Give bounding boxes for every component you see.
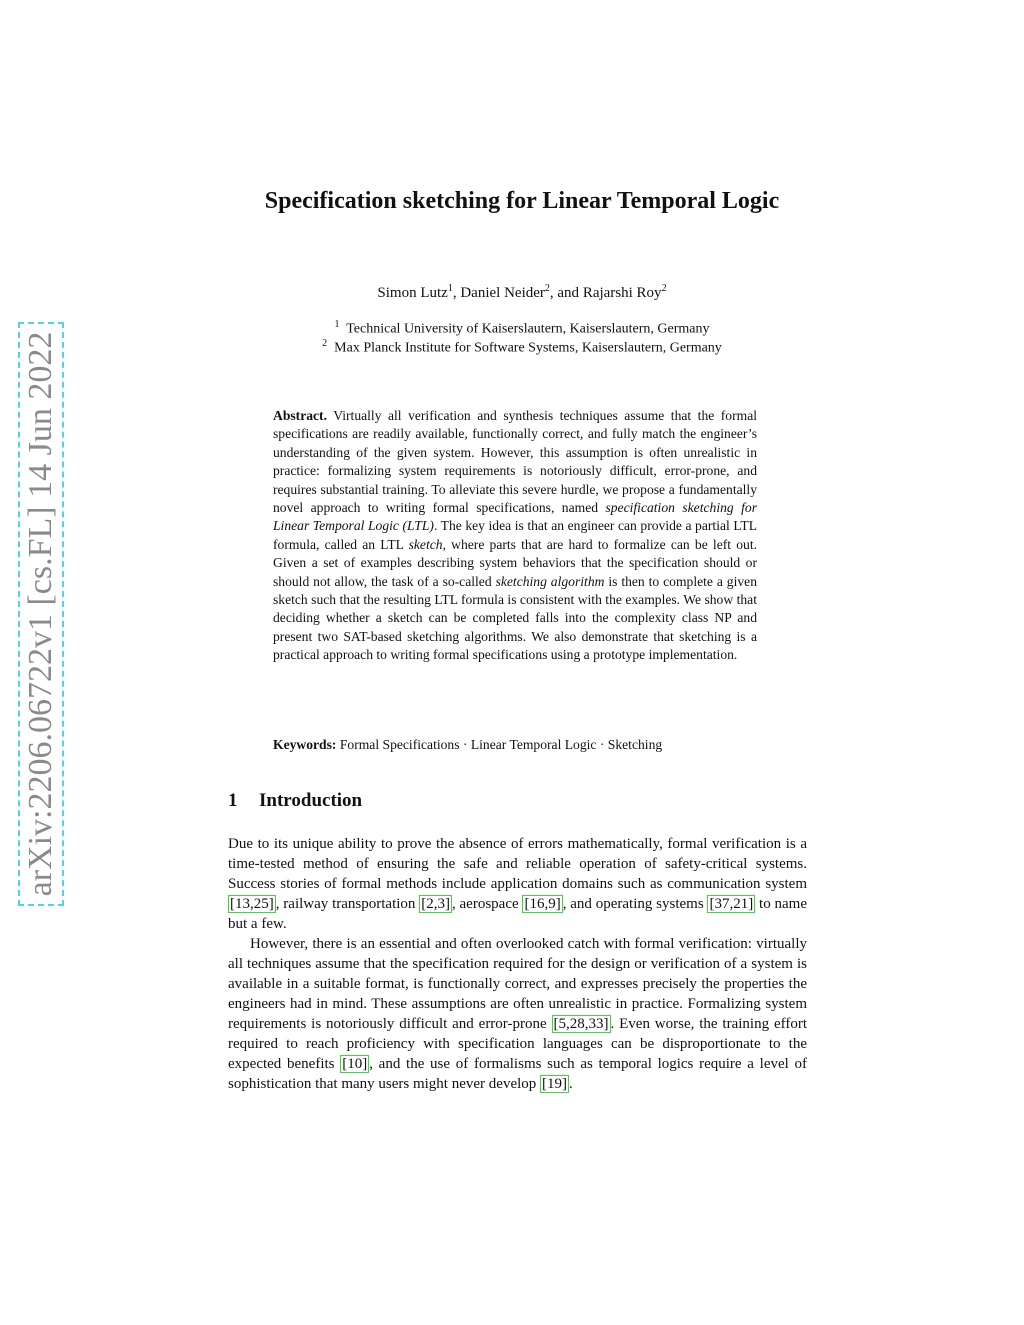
citation-link[interactable]: [5,28,33] xyxy=(553,1016,609,1032)
keywords xyxy=(273,737,757,753)
paragraph-text: . Even worse, the training effort required to reach proficiency with specification languages can be disproportionate to the expected benefits xyxy=(228,1016,807,1072)
paragraph-text: However, there is an essential and often overlooked catch with formal verification: virtually all techniques assume that the specification required for the design or verification of a system is available in a suitable format, is functionally correct, and expresses precisely the properties the engineers had in mind. These assumptions are often unrealistic in practice. Formalizing system requirements is notoriously difficult and error-prone xyxy=(228,936,807,1032)
paragraph-text: to name but a few. xyxy=(228,896,807,932)
author-affiliation-mark: 1 xyxy=(447,283,453,294)
citation-link[interactable]: [37,21] xyxy=(709,896,754,912)
paragraph-text: . xyxy=(569,1076,573,1092)
section-number: 1 xyxy=(228,790,238,811)
section-title: Introduction xyxy=(259,790,363,811)
abstract-text: is then to complete a given sketch such that the resulting LTL formula is consistent with the examples. We show that deciding whether a sketch can be completed falls into the complexity class NP and present two SAT-based sketching algorithms. We also demonstrate that sketching is a practical approach to writing formal specifications using a prototype implementation. xyxy=(273,573,757,663)
affiliation-text: Technical University of Kaiserslautern, Kaiserslautern, Germany xyxy=(346,321,710,337)
affiliation-text: Max Planck Institute for Software Systems, Kaiserslautern, Germany xyxy=(334,340,722,356)
abstract xyxy=(273,407,757,665)
author-list: Simon Lutz$^1$, Daniel Neider$^2$, and Rajarshi Roy$^2$ xyxy=(377,283,667,301)
citation-link[interactable]: [2,3] xyxy=(421,896,450,912)
paragraph-text: , and operating systems xyxy=(562,896,708,912)
author-name: Simon Lutz xyxy=(377,285,448,301)
affiliation-number: 1 xyxy=(334,319,340,330)
introduction-body xyxy=(228,834,807,1094)
abstract-emphasis: sketch xyxy=(408,536,443,552)
paragraph-text: , and the use of formalisms such as temporal logics require a level of sophistication that many users might never develop xyxy=(228,1056,807,1092)
paragraph xyxy=(228,834,807,934)
author-affiliation-mark: 2 xyxy=(661,283,667,294)
section-heading xyxy=(228,790,362,812)
paragraph xyxy=(228,934,807,1094)
author-affiliation-mark: 2 xyxy=(544,283,550,294)
affiliation xyxy=(228,338,816,357)
citation-link[interactable]: [13,25] xyxy=(230,896,274,912)
paper-title: Specification sketching for Linear Temporal Logic xyxy=(264,188,780,214)
abstract-emphasis: sketching algorithm xyxy=(495,573,605,589)
abstract-text: Virtually all verification and synthesis techniques assume that the formal specifications are readily available, functionally correct, and fully match the engineer’s understanding of the given system. However, this assumption is often unrealistic in practice: formalizing system requirements is notoriously difficult, error-prone, and requires substantial training. To alleviate this severe hurdle, we propose a fundamentally novel approach to writing formal specifications, named xyxy=(273,408,758,516)
arxiv-id: arXiv:2206.06722v1 [cs.FL] 14 Jun 2022 xyxy=(22,331,59,897)
paragraph-text: Due to its unique ability to prove the absence of errors mathematically, formal verification is a time-tested method of ensuring the safe and reliable operation of safety-critical systems. Success stories of formal methods include application domains such as communication system xyxy=(228,836,807,892)
arxiv-sidebar xyxy=(18,322,64,906)
affiliation-number: 2 xyxy=(322,338,328,349)
citation-link[interactable]: [16,9] xyxy=(524,896,561,912)
paragraph-text: , railway transportation xyxy=(275,896,420,912)
author-name: Rajarshi Roy xyxy=(582,285,662,301)
keywords-text: Formal Specifications · Linear Temporal Logic · Sketching xyxy=(339,737,663,752)
paragraph-text: , aerospace xyxy=(451,896,523,912)
keywords-label: Keywords: xyxy=(273,737,337,752)
abstract-emphasis: specification sketching for Linear Temporal Logic (LTL) xyxy=(273,500,757,534)
citation-link[interactable]: [19] xyxy=(542,1076,568,1092)
abstract-text: . The key idea is that an engineer can provide a partial LTL formula, called an LTL xyxy=(273,518,757,552)
abstract-text: , where parts that are hard to formalize can be left out. Given a set of examples describing system behaviors that the specification should or should not allow, the task of a so-called xyxy=(273,536,757,589)
author-name: Daniel Neider xyxy=(460,285,545,301)
abstract-label: Abstract. xyxy=(273,408,327,423)
citation-link[interactable]: [10] xyxy=(342,1056,368,1072)
affiliation xyxy=(228,319,816,338)
